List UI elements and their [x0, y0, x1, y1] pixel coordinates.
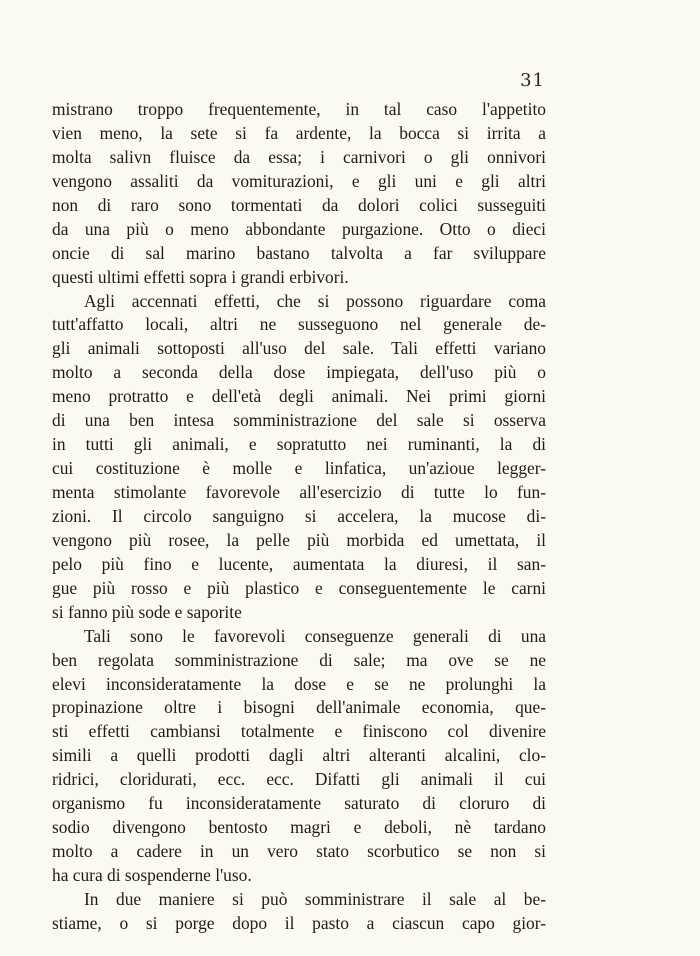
text-line: gli animali sottoposti all'uso del sale. Tali effetti variano — [52, 338, 546, 359]
text-line: mistrano troppo frequentemente, in tal caso l'appetito — [52, 99, 546, 119]
text-line: pelo più fino e lucente, aumentata la diuresi, il san- — [52, 553, 546, 574]
page-number: 31 — [520, 70, 545, 91]
text-line: zioni. Il circolo sanguigno si accelera, la mucose di- — [52, 505, 546, 526]
text-line: menta stimolante favorevole all'esercizio di tutte lo fun- — [52, 482, 546, 502]
text-line: questi ultimi effetti sopra i grandi erbivori. — [52, 266, 349, 287]
text-line: stiame, o si porge dopo il pasto a ciascun capo gior- — [52, 912, 546, 933]
text-line: molto a seconda della dose impiegata, dell'uso più o — [52, 362, 546, 383]
text-line: meno protratto e dell'età degli animali. Nei primi giorni — [52, 386, 546, 407]
text-line: Tali sono le favorevoli conseguenze generali di una — [84, 625, 546, 646]
text-line: vien meno, la sete si fa ardente, la bocca si irrita a — [52, 122, 546, 143]
text-line: tutt'affatto locali, altri ne susseguono nel generale de- — [52, 314, 546, 335]
text-line: oncie di sal marino bastano talvolta a far sviluppare — [52, 242, 546, 263]
text-line: si fanno più sode e saporite — [52, 601, 242, 622]
text-line: simili a quelli prodotti dagli altri alteranti alcalini, clo- — [52, 745, 546, 766]
text-line: vengono assaliti da vomiturazioni, e gli uni e gli altri — [52, 170, 546, 191]
text-line: In due maniere si può somministrare il sale al be- — [84, 888, 546, 909]
text-line: non di raro sono tormentati da dolori colici susseguiti — [52, 194, 546, 215]
text-line: sodio divengono bentosto magri e deboli, nè tardano — [52, 817, 546, 838]
text-line: elevi inconsideratamente la dose e se ne prolunghi la — [52, 673, 546, 694]
text-line: molta salivn fluisce da essa; i carnivori o gli onnivori — [52, 146, 546, 167]
text-line: da una più o meno abbondante purgazione. Otto o dieci — [52, 218, 546, 239]
text-line: vengono più rosee, la pelle più morbida ed umettata, il — [52, 529, 546, 550]
text-line: di una ben intesa somministrazione del sale si osserva — [52, 410, 546, 431]
text-line: ridrici, cloridurati, ecc. ecc. Difatti gli animali il cui — [52, 769, 546, 790]
text-line: Agli accennati effetti, che si possono riguardare coma — [84, 290, 546, 311]
text-line: in tutti gli animali, e sopratutto nei ruminanti, la di — [52, 434, 546, 455]
text-line: cui costituzione è molle e linfatica, un'azioue legger- — [52, 458, 546, 479]
text-line: molto a cadere in un vero stato scorbutico se non si — [52, 841, 546, 862]
text-line: organismo fu inconsideratamente saturato di cloruro di — [52, 793, 546, 814]
text-line: gue più rosso e più plastico e conseguentemente le carni — [52, 577, 546, 598]
body-text — [52, 98, 546, 936]
text-line: ben regolata somministrazione di sale; ma ove se ne — [52, 649, 546, 670]
text-line: propinazione oltre i bisogni dell'animale economia, que- — [52, 697, 546, 718]
text-line: ha cura di sospenderne l'uso. — [52, 865, 252, 885]
text-line: sti effetti cambiansi totalmente e finiscono col divenire — [52, 721, 546, 742]
